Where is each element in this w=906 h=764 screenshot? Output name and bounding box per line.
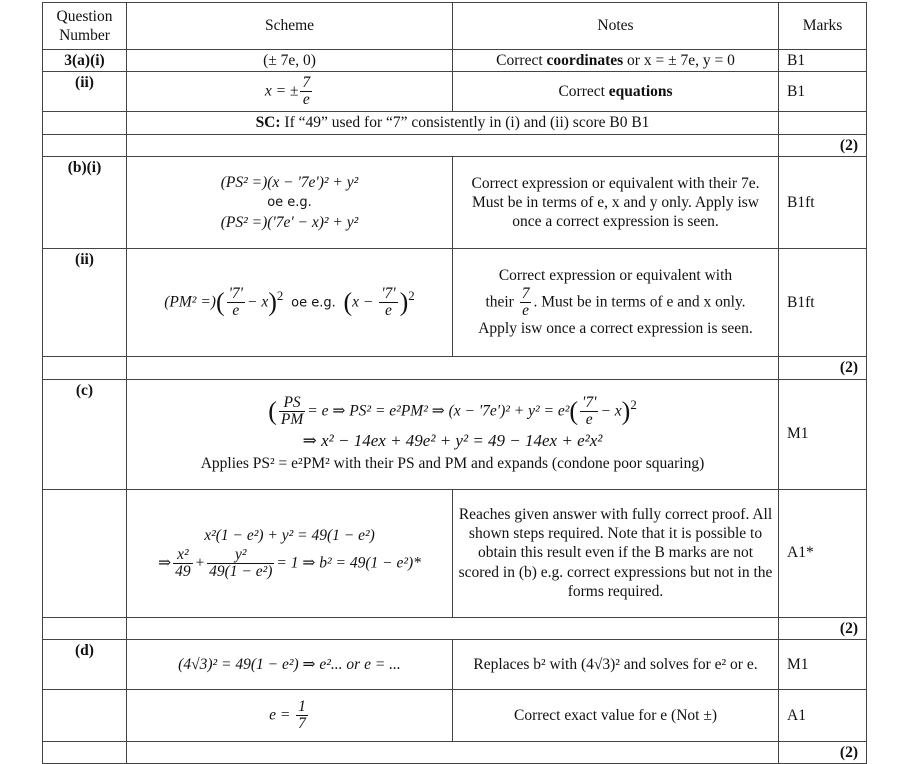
paren: )	[399, 287, 409, 317]
empty-cell	[127, 741, 779, 763]
scheme-3c-work1: x²(1 − e²) + y² = 49(1 − e²)	[204, 526, 375, 544]
a-pre: e =	[269, 705, 291, 723]
pm-lhs: (PM² =)	[164, 293, 216, 311]
scheme-3d-a	[127, 689, 453, 741]
header-row	[43, 3, 867, 50]
paren: )	[621, 396, 631, 426]
paren: (	[569, 396, 579, 426]
note-their: their	[485, 293, 514, 311]
empty-cell	[43, 112, 127, 134]
empty-cell	[43, 617, 127, 639]
mark-3a-i: B1	[779, 50, 867, 72]
empty-cell	[127, 357, 779, 379]
frac-den: e	[522, 302, 530, 320]
frac-den: 49(1 − e²)	[209, 563, 273, 581]
row-3d-total	[43, 741, 867, 763]
total-3b: (2)	[779, 357, 867, 379]
line1-mid: = e ⇒ PS² = e²PM² ⇒ (x − '7e')² + y² = e²	[307, 402, 570, 420]
row-3c-m	[43, 379, 867, 489]
frac-num: y²	[207, 547, 274, 564]
frac-num: '7'	[228, 284, 243, 302]
frac-num: 7	[521, 284, 530, 302]
scheme-3b-i	[127, 157, 453, 249]
sc-text: If “49” used for “7” consistently in (i) and (ii) score B0 B1	[280, 114, 650, 132]
frac-num: 7	[302, 74, 311, 92]
row-3b-ii	[43, 249, 867, 357]
empty-cell	[43, 741, 127, 763]
note-3b-ii-line2	[457, 286, 774, 320]
fraction-7-over-e	[379, 286, 397, 320]
scheme-3c-applies: Applies PS² = e²PM² with their PS and PM and expands (condone poor squaring)	[200, 454, 705, 472]
frac-den: e	[585, 411, 593, 429]
total-3c: (2)	[779, 617, 867, 639]
note-3d-m: Replaces b² with (4√3)² and solves for e² or e.	[453, 639, 779, 689]
row-3b-total	[43, 357, 867, 379]
paren: (	[215, 287, 225, 317]
scheme-3a-i: (± 7e, 0)	[127, 50, 453, 72]
scheme-3a-ii	[127, 72, 453, 112]
note-3a-i-pre: Correct	[496, 52, 547, 69]
scheme-3d-m: (4√3)² = 49(1 − e²) ⇒ e²... or e = ...	[127, 639, 453, 689]
mark-3c-m: M1	[779, 379, 867, 489]
mark-3d-a: A1	[779, 689, 867, 741]
question-number-header: Question Number	[43, 3, 127, 50]
sc-label: SC:	[255, 114, 281, 132]
scheme-3a-ii-pre: x = ±	[264, 82, 299, 100]
scheme-header: Scheme	[127, 3, 453, 50]
label-3c: (c)	[43, 379, 127, 489]
mark-3b-i: B1ft	[779, 157, 867, 249]
scheme-3b-i-line2: (PS² =)('7e' − x)² + y²	[220, 213, 359, 231]
row-3a-i	[43, 50, 867, 72]
fraction-7-over-e	[227, 286, 245, 320]
frac-num: x²	[173, 547, 193, 564]
note-3d-a: Correct exact value for e (Not ±)	[453, 689, 779, 741]
row-3a-ii	[43, 72, 867, 112]
mark-3a-ii: B1	[779, 72, 867, 112]
scheme-3c-method	[127, 379, 779, 489]
fraction-7-over-e	[300, 75, 312, 109]
total-3a: (2)	[779, 134, 867, 156]
note-3a-i-bold: coordinates	[546, 52, 624, 69]
scheme-3c-line1: ( $\frac{PS}{PM}$ = e ⇒ PS² = e²PM² ⇒ (x − '7e')² + y² = e²( $\frac{'7'}{e}$ − x)$^2$	[268, 393, 637, 429]
empty-cell	[127, 617, 779, 639]
pm-oe: oe e.g.	[291, 295, 336, 311]
label-3a-ii: (ii)	[43, 72, 127, 112]
work2-pre: ⇒	[158, 554, 172, 572]
marks-header: Marks	[779, 3, 867, 50]
scheme-3c-line2: ⇒ x² − 14ex + 49e² + y² = 49 − 14ex + e²x²	[302, 431, 603, 451]
note-3b-ii	[453, 249, 779, 357]
row-3c-a	[43, 489, 867, 617]
note-3a-ii-pre: Correct	[558, 83, 609, 101]
scheme-3c-work2: ⇒ $\frac{\text{x²}}{49}$ + $\frac{\text{y²}}{\text{49(1 − e²)}}$ = 1 ⇒ b² = 49(1 − e²)*	[158, 545, 421, 581]
row-3d-a	[43, 689, 867, 741]
empty-cell	[43, 357, 127, 379]
total-3d: (2)	[779, 741, 867, 763]
scheme-3b-i-oe: oe e.g.	[267, 194, 312, 210]
note-3b-ii-line1: Correct expression or equivalent with	[498, 267, 733, 285]
fraction-y2-over-49	[207, 547, 274, 581]
paren: (	[268, 396, 277, 426]
row-3a-total	[43, 134, 867, 156]
empty-cell	[43, 489, 127, 617]
fraction-ps-over-pm	[279, 395, 305, 429]
frac-den: PM	[280, 411, 304, 429]
note-3a-i	[453, 50, 779, 72]
empty-cell	[127, 134, 779, 156]
fraction-1-over-7	[296, 699, 308, 733]
label-3a-i: 3(a)(i)	[43, 50, 127, 72]
frac-den: e	[384, 302, 392, 320]
row-3d-m	[43, 639, 867, 689]
empty-cell	[43, 134, 127, 156]
paren: (	[343, 287, 353, 317]
frac-den: 49	[175, 563, 191, 581]
empty-cell	[779, 112, 867, 134]
scheme-3b-i-line1: (PS² =)(x − '7e')² + y²	[220, 174, 359, 192]
mark-3b-ii: B1ft	[779, 249, 867, 357]
fraction-7-over-e	[520, 286, 532, 320]
mark-scheme-table	[42, 2, 867, 764]
label-3d: (d)	[43, 639, 127, 689]
row-3c-total	[43, 617, 867, 639]
frac-num: '7'	[582, 393, 597, 411]
frac-num: 1	[298, 697, 306, 715]
mark-3c-a: A1*	[779, 489, 867, 617]
scheme-3b-ii: (PM² =)( $\frac{'7'}{e}$ − x)$^2$ oe e.g. (x − $\frac{'7'}{e}$ )$^2$	[127, 249, 453, 357]
note-3a-ii-bold: equations	[608, 83, 673, 101]
paren: )	[268, 287, 277, 317]
note-3a-ii	[453, 72, 779, 112]
note-3b-ii-line3: Apply isw once a correct expression is seen.	[478, 320, 753, 338]
frac-den: e	[232, 302, 240, 320]
frac-den: 7	[298, 714, 306, 732]
note-3b-ii-rest: . Must be in terms of e and x only.	[533, 293, 746, 311]
frac-den: e	[302, 91, 310, 109]
fraction-x2-over-49	[173, 547, 193, 581]
note-3b-i: Correct expression or equivalent with their 7e. Must be in terms of e, x and y only. Apply isw once a correct expression is seen.	[453, 157, 779, 249]
fraction-7-over-e	[580, 395, 598, 429]
label-3b-ii: (ii)	[43, 249, 127, 357]
label-3b-i: (b)(i)	[43, 157, 127, 249]
x-var: x	[261, 293, 269, 311]
row-3a-sc	[43, 112, 867, 134]
row-3b-i	[43, 157, 867, 249]
mark-3d-m: M1	[779, 639, 867, 689]
special-case-note	[127, 112, 779, 134]
notes-header: Notes	[453, 3, 779, 50]
empty-cell	[43, 689, 127, 741]
frac-num: '7'	[381, 284, 396, 302]
scheme-3c-answer	[127, 489, 453, 617]
note-3a-i-post: or x = ± 7e, y = 0	[623, 52, 735, 69]
frac-num: PS	[279, 395, 305, 412]
work2-post: = 1 ⇒ b² = 49(1 − e²)*	[276, 554, 421, 572]
note-3c-a: Reaches given answer with fully correct proof. All shown steps required. Note that it is possible to obtain this result even if the B marks are not scored in (b) e.g. correct expressions but not in the forms required.	[453, 489, 779, 617]
